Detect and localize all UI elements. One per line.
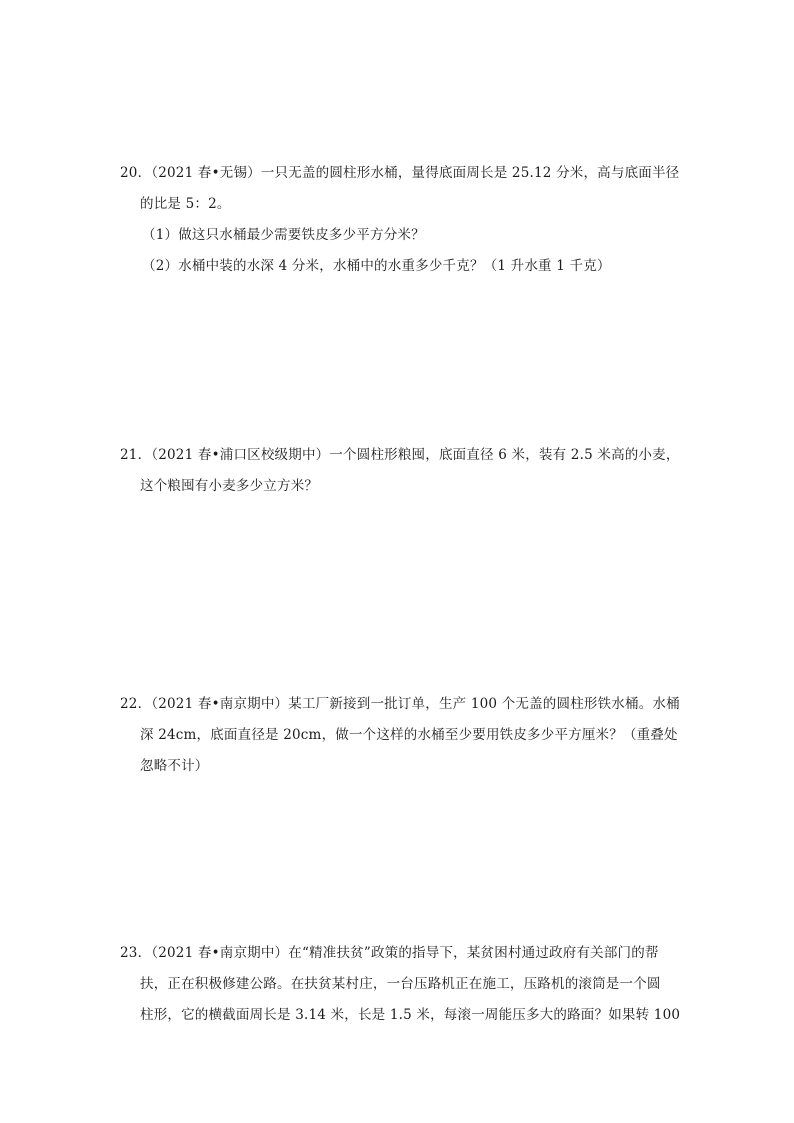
problem-number: 20． <box>120 165 152 181</box>
problem-20-sub-2: （2）水桶中装的水深 4 分米，水桶中的水重多少千克？（1 升水重 1 千克） <box>142 258 611 274</box>
problem-22-line-3: 忽略不计） <box>140 758 209 774</box>
problem-20 <box>120 158 680 282</box>
problem-23-line-3: 柱形，它的横截面周长是 3.14 米，长是 1.5 米，每滚一周能压多大的路面？如果转 100 <box>140 1007 681 1023</box>
problem-20-line-1: 20．（2021 春•无锡）一只无盖的圆柱形水桶，量得底面周长是 25.12 分米，高与底面半径 <box>120 165 680 181</box>
problem-22 <box>120 689 680 782</box>
problem-20-sub-1: （1）做这只水桶最少需要铁皮多少平方分米？ <box>142 227 425 243</box>
problem-23 <box>120 938 680 1031</box>
problem-number: 23． <box>120 945 152 961</box>
problem-22-line-2: 深 24cm，底面直径是 20cm，做一个这样的水桶至少要用铁皮多少平方厘米？（重叠处 <box>140 727 678 743</box>
problem-21-line-2: 这个粮囤有小麦多少立方米？ <box>140 478 319 494</box>
problem-22-line-1: 22．（2021 春•南京期中）某工厂新接到一批订单，生产 100 个无盖的圆柱形铁水桶。水桶 <box>120 696 680 712</box>
problem-21-line-1: 21．（2021 春•浦口区校级期中）一个圆柱形粮囤，底面直径 6 米，装有 2.5 米高的小麦， <box>120 447 680 463</box>
problem-number: 22． <box>120 696 152 712</box>
problem-23-line-1: 23．（2021 春•南京期中）在“精准扶贫”政策的指导下，某贫困村通过政府有关部门的帮 <box>120 945 659 961</box>
problem-20-line-2: 的比是 5：2。 <box>140 196 231 212</box>
problem-21 <box>120 440 680 502</box>
problem-number: 21． <box>120 447 152 463</box>
problem-23-line-2: 扶，正在积极修建公路。在扶贫某村庄，一台压路机正在施工，压路机的滚筒是一个圆 <box>140 976 661 992</box>
